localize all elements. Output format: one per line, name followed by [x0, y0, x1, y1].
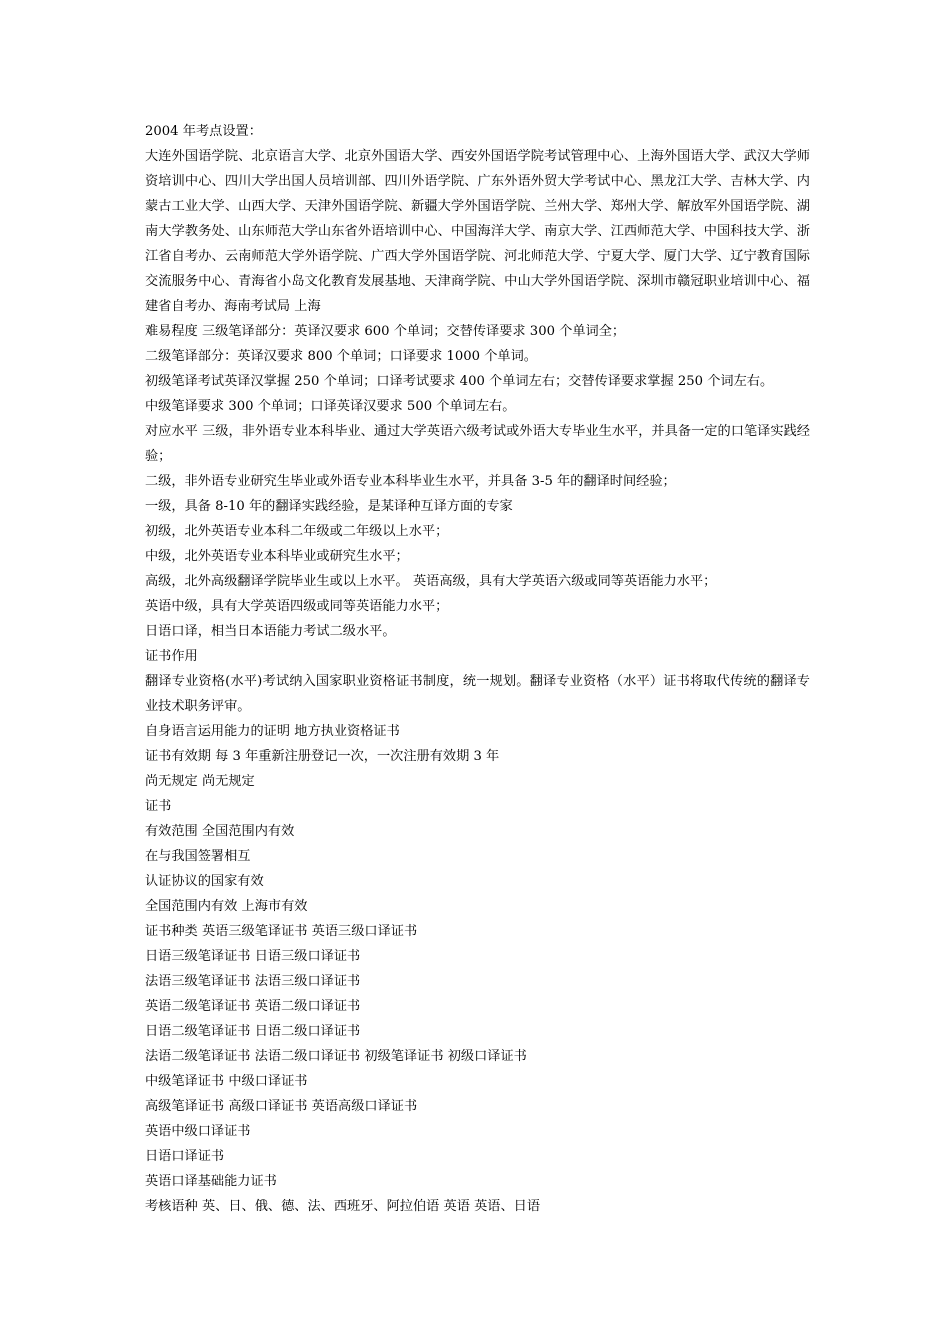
paragraph: 证书种类 英语三级笔译证书 英语三级口译证书	[145, 924, 418, 939]
paragraph: 中级，北外英语专业本科毕业或研究生水平；	[145, 549, 409, 564]
paragraph: 初级，北外英语专业本科二年级或二年级以上水平；	[145, 524, 449, 539]
paragraph: 全国范围内有效 上海市有效	[145, 899, 308, 914]
paragraph: 在与我国签署相互	[145, 849, 251, 864]
paragraph: 中级笔译证书 中级口译证书	[145, 1074, 308, 1089]
paragraph: 二级，非外语专业研究生毕业或外语专业本科毕业生水平，并具备 3-5 年的翻译时间经验；	[145, 474, 676, 489]
paragraph: 法语二级笔译证书 法语二级口译证书 初级笔译证书 初级口译证书	[145, 1049, 527, 1064]
paragraph: 高级笔译证书 高级口译证书 英语高级口译证书	[145, 1099, 418, 1114]
paragraph: 高级，北外高级翻译学院毕业生或以上水平。 英语高级，具有大学英语六级或同等英语能力水平；	[145, 574, 717, 589]
document-body	[145, 119, 810, 1219]
paragraph: 有效范围 全国范围内有效	[145, 824, 295, 839]
paragraph: 难易程度 三级笔译部分：英译汉要求 600 个单词；交替传译要求 300 个单词全；	[145, 324, 626, 339]
paragraph: 日语三级笔译证书 日语三级口译证书	[145, 949, 361, 964]
paragraph: 日语口译，相当日本语能力考试二级水平。	[145, 624, 396, 639]
paragraph: 认证协议的国家有效	[145, 874, 264, 889]
paragraph: 二级笔译部分：英译汉要求 800 个单词；口译要求 1000 个单词。	[145, 349, 537, 364]
paragraph: 翻译专业资格(水平)考试纳入国家职业资格证书制度，统一规划。翻译专业资格（水平）证书将取代传统的翻译专业技术职务评审。	[145, 674, 810, 714]
paragraph: 英语口译基础能力证书	[145, 1174, 277, 1189]
paragraph: 大连外国语学院、北京语言大学、北京外国语大学、西安外国语学院考试管理中心、上海外国语大学、武汉大学师资培训中心、四川大学出国人员培训部、四川外语学院、广东外语外贸大学考试中心、黑龙江大学、吉林大学、内蒙古工业大学、山西大学、天津外国语学院、新疆大学外国语学院、兰州大学、郑州大学、解放军外国语学院、湖南大学教务处、山东师范大学山东省外语培训中心、中国海洋大学、南京大学、江西师范大学、中国科技大学、浙江省自考办、云南师范大学外语学院、广西大学外国语学院、河北师范大学、宁夏大学、厦门大学、辽宁教育国际交流服务中心、青海省小岛文化教育发展基地、天津商学院、中山大学外国语学院、深圳市赣冠职业培训中心、福建省自考办、海南考试局 上海	[145, 149, 810, 314]
paragraph: 尚无规定 尚无规定	[145, 774, 255, 789]
paragraph: 初级笔译考试英译汉掌握 250 个单词；口译考试要求 400 个单词左右；交替传译要求掌握 250 个词左右。	[145, 374, 774, 389]
paragraph: 证书	[145, 799, 172, 814]
paragraph: 英语二级笔译证书 英语二级口译证书	[145, 999, 361, 1014]
paragraph: 2004 年考点设置：	[145, 124, 262, 139]
paragraph: 英语中级，具有大学英语四级或同等英语能力水平；	[145, 599, 449, 614]
paragraph: 考核语种 英、日、俄、德、法、西班牙、阿拉伯语 英语 英语、日语	[145, 1199, 541, 1214]
paragraph: 一级，具备 8-10 年的翻译实践经验，是某译种互译方面的专家	[145, 499, 513, 514]
paragraph: 英语中级口译证书	[145, 1124, 251, 1139]
paragraph: 证书有效期 每 3 年重新注册登记一次，一次注册有效期 3 年	[145, 749, 500, 764]
paragraph: 中级笔译要求 300 个单词；口译英译汉要求 500 个单词左右。	[145, 399, 516, 414]
paragraph: 日语二级笔译证书 日语二级口译证书	[145, 1024, 361, 1039]
paragraph: 证书作用	[145, 649, 198, 664]
paragraph: 法语三级笔译证书 法语三级口译证书	[145, 974, 361, 989]
paragraph: 自身语言运用能力的证明 地方执业资格证书	[145, 724, 400, 739]
paragraph: 对应水平 三级，非外语专业本科毕业、通过大学英语六级考试或外语大专毕业生水平，并具备一定的口笔译实践经验；	[145, 424, 810, 464]
paragraph: 日语口译证书	[145, 1149, 225, 1164]
